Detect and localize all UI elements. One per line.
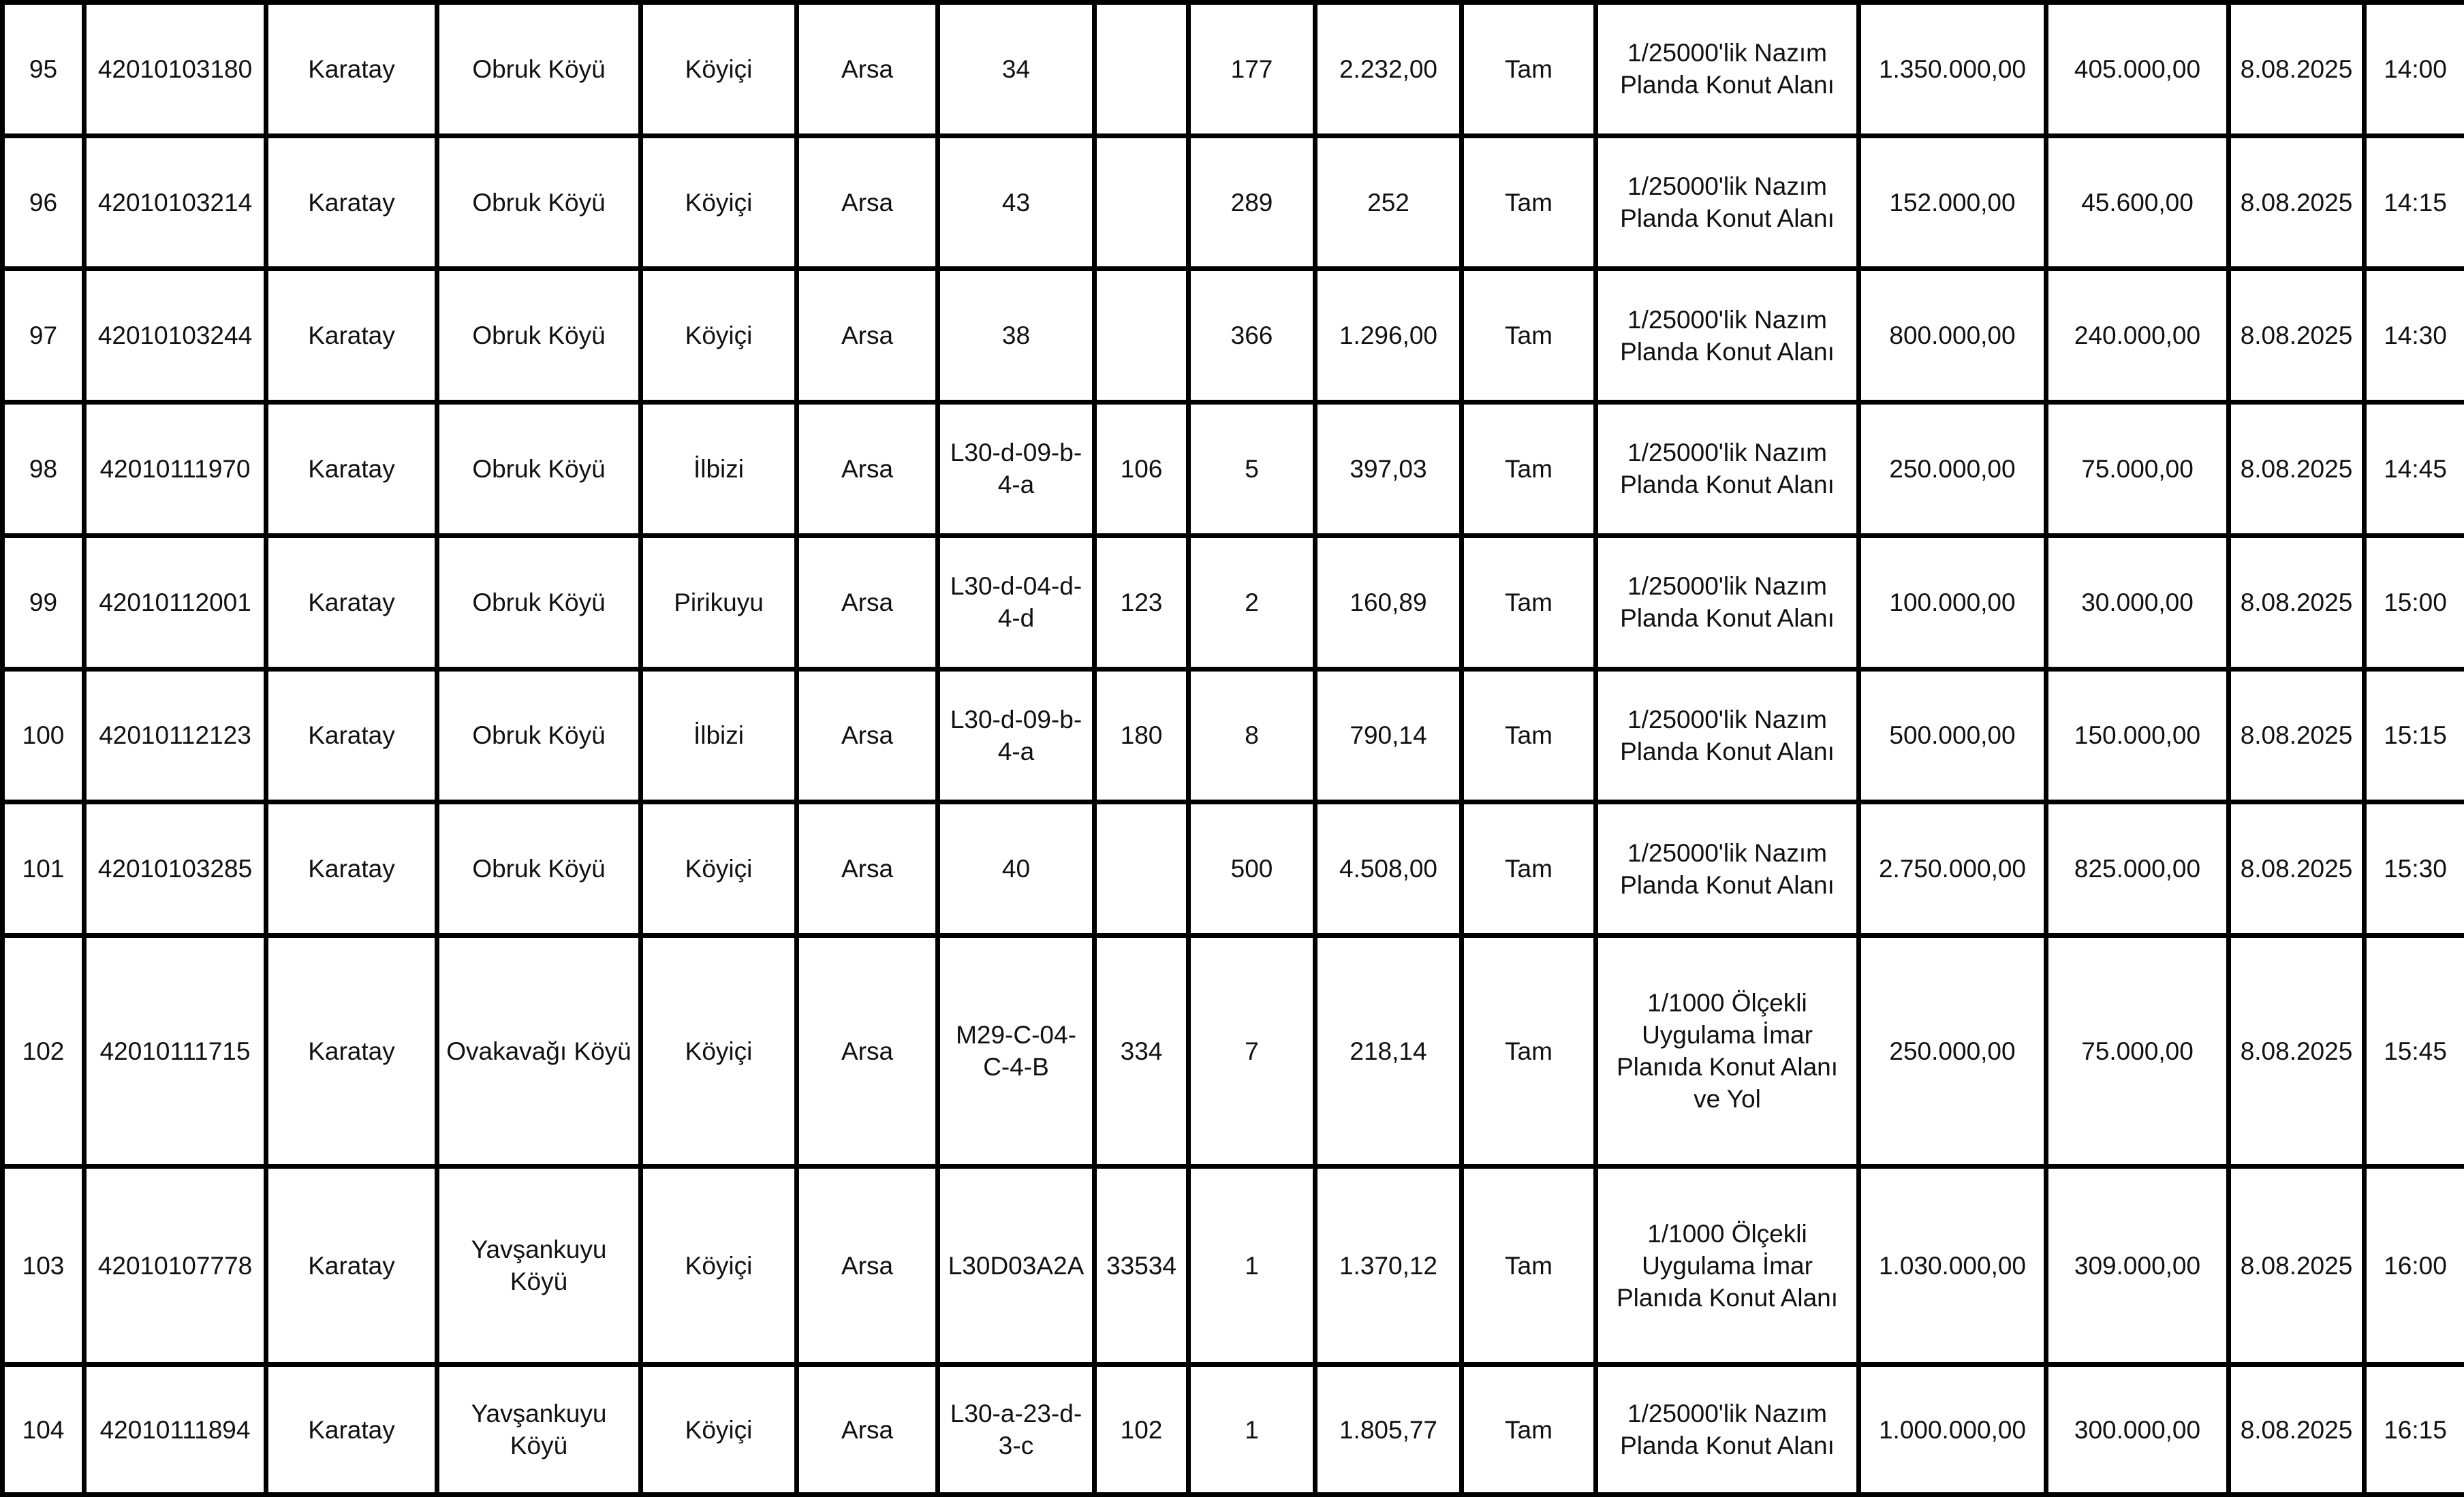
auction-date: 8.08.2025 bbox=[2229, 1365, 2365, 1495]
auction-date: 8.08.2025 bbox=[2229, 403, 2365, 536]
property-code: 42010103214 bbox=[84, 136, 266, 269]
auction-date: 8.08.2025 bbox=[2229, 669, 2365, 802]
row-number: 103 bbox=[3, 1167, 84, 1365]
table-row bbox=[3, 669, 2464, 802]
block-number: 33534 bbox=[1095, 1167, 1189, 1365]
district: Karatay bbox=[266, 136, 437, 269]
share: Tam bbox=[1462, 802, 1596, 936]
block-number: 123 bbox=[1095, 535, 1189, 669]
district: Karatay bbox=[266, 403, 437, 536]
table-row bbox=[3, 136, 2464, 269]
map-sheet: 38 bbox=[938, 269, 1095, 403]
neighborhood: Obruk Köyü bbox=[437, 136, 641, 269]
share: Tam bbox=[1462, 3, 1596, 136]
zoning-status: 1/25000'lik Nazım Planda Konut Alanı bbox=[1596, 269, 1859, 403]
neighborhood: Ovakavağı Köyü bbox=[437, 935, 641, 1166]
map-sheet: L30D03A2A bbox=[938, 1167, 1095, 1365]
property-code: 42010111894 bbox=[84, 1365, 266, 1495]
parcel-number: 1 bbox=[1189, 1365, 1315, 1495]
zoning-status: 1/25000'lik Nazım Planda Konut Alanı bbox=[1596, 3, 1859, 136]
locality: Köyiçi bbox=[641, 1167, 797, 1365]
map-sheet: 40 bbox=[938, 802, 1095, 936]
parcel-number: 177 bbox=[1189, 3, 1315, 136]
area: 1.296,00 bbox=[1315, 269, 1462, 403]
auction-date: 8.08.2025 bbox=[2229, 535, 2365, 669]
auction-date: 8.08.2025 bbox=[2229, 136, 2365, 269]
district: Karatay bbox=[266, 3, 437, 136]
neighborhood: Yavşankuyu Köyü bbox=[437, 1167, 641, 1365]
estimated-value: 1.030.000,00 bbox=[1859, 1167, 2046, 1365]
area: 1.370,12 bbox=[1315, 1167, 1462, 1365]
block-number bbox=[1095, 269, 1189, 403]
zoning-status: 1/25000'lik Nazım Planda Konut Alanı bbox=[1596, 669, 1859, 802]
area: 4.508,00 bbox=[1315, 802, 1462, 936]
locality: İlbizi bbox=[641, 403, 797, 536]
district: Karatay bbox=[266, 1365, 437, 1495]
property-type: Arsa bbox=[797, 535, 938, 669]
map-sheet: 34 bbox=[938, 3, 1095, 136]
auction-date: 8.08.2025 bbox=[2229, 1167, 2365, 1365]
auction-time: 15:15 bbox=[2365, 669, 2464, 802]
parcel-number: 5 bbox=[1189, 403, 1315, 536]
row-number: 100 bbox=[3, 669, 84, 802]
map-sheet: L30-d-09-b-4-a bbox=[938, 669, 1095, 802]
row-number: 97 bbox=[3, 269, 84, 403]
parcel-number: 1 bbox=[1189, 1167, 1315, 1365]
map-sheet: L30-d-04-d-4-d bbox=[938, 535, 1095, 669]
estimated-value: 152.000,00 bbox=[1859, 136, 2046, 269]
block-number: 334 bbox=[1095, 935, 1189, 1166]
district: Karatay bbox=[266, 1167, 437, 1365]
area: 160,89 bbox=[1315, 535, 1462, 669]
neighborhood: Obruk Köyü bbox=[437, 802, 641, 936]
property-code: 42010112001 bbox=[84, 535, 266, 669]
auction-time: 15:30 bbox=[2365, 802, 2464, 936]
share: Tam bbox=[1462, 1365, 1596, 1495]
table-row bbox=[3, 1167, 2464, 1365]
property-type: Arsa bbox=[797, 802, 938, 936]
table-row bbox=[3, 1365, 2464, 1495]
guarantee-amount: 150.000,00 bbox=[2046, 669, 2229, 802]
property-type: Arsa bbox=[797, 1365, 938, 1495]
neighborhood: Obruk Köyü bbox=[437, 669, 641, 802]
block-number bbox=[1095, 802, 1189, 936]
district: Karatay bbox=[266, 669, 437, 802]
share: Tam bbox=[1462, 669, 1596, 802]
area: 1.805,77 bbox=[1315, 1365, 1462, 1495]
row-number: 96 bbox=[3, 136, 84, 269]
neighborhood: Obruk Köyü bbox=[437, 535, 641, 669]
property-type: Arsa bbox=[797, 3, 938, 136]
area: 252 bbox=[1315, 136, 1462, 269]
share: Tam bbox=[1462, 1167, 1596, 1365]
locality: Köyiçi bbox=[641, 935, 797, 1166]
property-code: 42010103180 bbox=[84, 3, 266, 136]
guarantee-amount: 45.600,00 bbox=[2046, 136, 2229, 269]
share: Tam bbox=[1462, 403, 1596, 536]
map-sheet: M29-C-04-C-4-B bbox=[938, 935, 1095, 1166]
estimated-value: 800.000,00 bbox=[1859, 269, 2046, 403]
estimated-value: 500.000,00 bbox=[1859, 669, 2046, 802]
parcel-number: 366 bbox=[1189, 269, 1315, 403]
share: Tam bbox=[1462, 935, 1596, 1166]
neighborhood: Obruk Köyü bbox=[437, 269, 641, 403]
row-number: 104 bbox=[3, 1365, 84, 1495]
zoning-status: 1/25000'lik Nazım Planda Konut Alanı bbox=[1596, 802, 1859, 936]
area: 218,14 bbox=[1315, 935, 1462, 1166]
zoning-status: 1/25000'lik Nazım Planda Konut Alanı bbox=[1596, 136, 1859, 269]
estimated-value: 1.000.000,00 bbox=[1859, 1365, 2046, 1495]
district: Karatay bbox=[266, 802, 437, 936]
locality: Köyiçi bbox=[641, 3, 797, 136]
neighborhood: Yavşankuyu Köyü bbox=[437, 1365, 641, 1495]
auction-date: 8.08.2025 bbox=[2229, 3, 2365, 136]
zoning-status: 1/25000'lik Nazım Planda Konut Alanı bbox=[1596, 403, 1859, 536]
district: Karatay bbox=[266, 935, 437, 1166]
estimated-value: 1.350.000,00 bbox=[1859, 3, 2046, 136]
auction-time: 14:15 bbox=[2365, 136, 2464, 269]
guarantee-amount: 240.000,00 bbox=[2046, 269, 2229, 403]
table-row bbox=[3, 535, 2464, 669]
row-number: 102 bbox=[3, 935, 84, 1166]
block-number: 180 bbox=[1095, 669, 1189, 802]
property-type: Arsa bbox=[797, 136, 938, 269]
property-type: Arsa bbox=[797, 935, 938, 1166]
property-type: Arsa bbox=[797, 403, 938, 536]
share: Tam bbox=[1462, 269, 1596, 403]
auction-time: 14:00 bbox=[2365, 3, 2464, 136]
property-type: Arsa bbox=[797, 669, 938, 802]
table-row bbox=[3, 403, 2464, 536]
guarantee-amount: 309.000,00 bbox=[2046, 1167, 2229, 1365]
zoning-status: 1/1000 Ölçekli Uygulama İmar Planıda Konut Alanı ve Yol bbox=[1596, 935, 1859, 1166]
property-type: Arsa bbox=[797, 269, 938, 403]
map-sheet: 43 bbox=[938, 136, 1095, 269]
property-code: 42010111970 bbox=[84, 403, 266, 536]
locality: Köyiçi bbox=[641, 269, 797, 403]
locality: İlbizi bbox=[641, 669, 797, 802]
table-row bbox=[3, 269, 2464, 403]
neighborhood: Obruk Köyü bbox=[437, 403, 641, 536]
parcel-number: 500 bbox=[1189, 802, 1315, 936]
parcel-number: 7 bbox=[1189, 935, 1315, 1166]
auction-time: 15:00 bbox=[2365, 535, 2464, 669]
parcel-number: 8 bbox=[1189, 669, 1315, 802]
map-sheet: L30-a-23-d-3-c bbox=[938, 1365, 1095, 1495]
district: Karatay bbox=[266, 269, 437, 403]
block-number: 106 bbox=[1095, 403, 1189, 536]
estimated-value: 250.000,00 bbox=[1859, 403, 2046, 536]
zoning-status: 1/25000'lik Nazım Planda Konut Alanı bbox=[1596, 1365, 1859, 1495]
locality: Köyiçi bbox=[641, 1365, 797, 1495]
property-code: 42010111715 bbox=[84, 935, 266, 1166]
auction-date: 8.08.2025 bbox=[2229, 269, 2365, 403]
guarantee-amount: 825.000,00 bbox=[2046, 802, 2229, 936]
table-row bbox=[3, 935, 2464, 1166]
row-number: 101 bbox=[3, 802, 84, 936]
district: Karatay bbox=[266, 535, 437, 669]
property-code: 42010112123 bbox=[84, 669, 266, 802]
area: 397,03 bbox=[1315, 403, 1462, 536]
block-number bbox=[1095, 136, 1189, 269]
table-row bbox=[3, 3, 2464, 136]
guarantee-amount: 300.000,00 bbox=[2046, 1365, 2229, 1495]
row-number: 95 bbox=[3, 3, 84, 136]
row-number: 98 bbox=[3, 403, 84, 536]
estimated-value: 100.000,00 bbox=[1859, 535, 2046, 669]
locality: Köyiçi bbox=[641, 802, 797, 936]
auction-time: 14:30 bbox=[2365, 269, 2464, 403]
property-type: Arsa bbox=[797, 1167, 938, 1365]
estimated-value: 2.750.000,00 bbox=[1859, 802, 2046, 936]
property-code: 42010103285 bbox=[84, 802, 266, 936]
property-code: 42010107778 bbox=[84, 1167, 266, 1365]
auction-time: 16:15 bbox=[2365, 1365, 2464, 1495]
share: Tam bbox=[1462, 136, 1596, 269]
zoning-status: 1/1000 Ölçekli Uygulama İmar Planıda Konut Alanı bbox=[1596, 1167, 1859, 1365]
share: Tam bbox=[1462, 535, 1596, 669]
block-number: 102 bbox=[1095, 1365, 1189, 1495]
guarantee-amount: 75.000,00 bbox=[2046, 935, 2229, 1166]
parcel-number: 2 bbox=[1189, 535, 1315, 669]
auction-time: 16:00 bbox=[2365, 1167, 2464, 1365]
area: 790,14 bbox=[1315, 669, 1462, 802]
parcel-number: 289 bbox=[1189, 136, 1315, 269]
locality: Pirikuyu bbox=[641, 535, 797, 669]
block-number bbox=[1095, 3, 1189, 136]
locality: Köyiçi bbox=[641, 136, 797, 269]
table-row bbox=[3, 802, 2464, 936]
map-sheet: L30-d-09-b-4-a bbox=[938, 403, 1095, 536]
estimated-value: 250.000,00 bbox=[1859, 935, 2046, 1166]
auction-date: 8.08.2025 bbox=[2229, 802, 2365, 936]
guarantee-amount: 30.000,00 bbox=[2046, 535, 2229, 669]
guarantee-amount: 405.000,00 bbox=[2046, 3, 2229, 136]
zoning-status: 1/25000'lik Nazım Planda Konut Alanı bbox=[1596, 535, 1859, 669]
guarantee-amount: 75.000,00 bbox=[2046, 403, 2229, 536]
auction-time: 14:45 bbox=[2365, 403, 2464, 536]
auction-date: 8.08.2025 bbox=[2229, 935, 2365, 1166]
auction-time: 15:45 bbox=[2365, 935, 2464, 1166]
area: 2.232,00 bbox=[1315, 3, 1462, 136]
row-number: 99 bbox=[3, 535, 84, 669]
neighborhood: Obruk Köyü bbox=[437, 3, 641, 136]
property-code: 42010103244 bbox=[84, 269, 266, 403]
